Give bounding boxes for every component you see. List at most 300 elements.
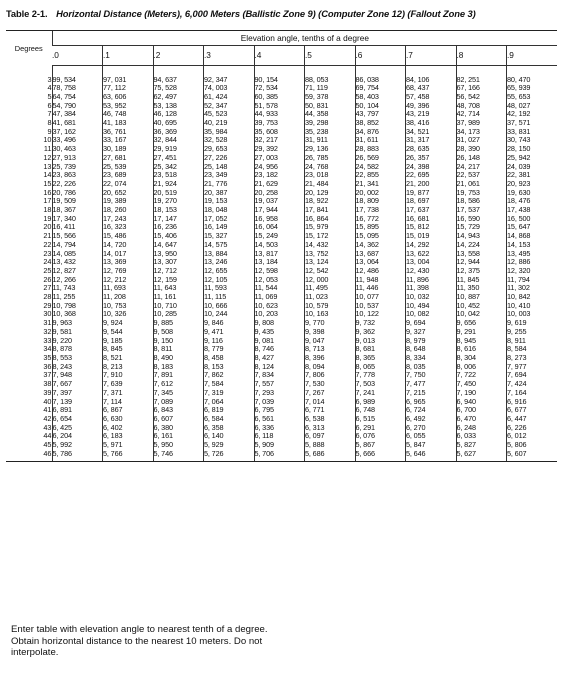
distance-cell: 13, 307 xyxy=(153,258,204,267)
distance-cell: 20, 519 xyxy=(153,189,204,198)
distance-cell: 13, 369 xyxy=(103,258,154,267)
distance-cell: 32, 217 xyxy=(254,136,305,145)
distance-cell: 8, 648 xyxy=(406,345,457,354)
distance-cell: 16, 864 xyxy=(305,215,356,224)
distance-cell: 5, 950 xyxy=(153,441,204,450)
distance-cell: 10, 623 xyxy=(254,302,305,311)
distance-cell: 6, 538 xyxy=(305,415,356,424)
column-header: .4 xyxy=(254,46,305,65)
distance-cell: 10, 082 xyxy=(406,310,457,319)
distance-cell: 12, 486 xyxy=(355,267,406,276)
distance-cell: 6, 097 xyxy=(305,432,356,441)
distance-cell: 47, 384 xyxy=(52,110,103,119)
document-page xyxy=(6,8,557,19)
distance-cell: 92, 347 xyxy=(204,76,255,85)
distance-cell: 49, 396 xyxy=(406,102,457,111)
distance-cell: 7, 750 xyxy=(406,371,457,380)
distance-cell: 50, 104 xyxy=(355,102,406,111)
distance-cell: 37, 162 xyxy=(52,128,103,137)
distance-cell: 7, 862 xyxy=(204,371,255,380)
distance-cell: 22, 074 xyxy=(103,180,154,189)
distance-cell: 25, 739 xyxy=(52,163,103,172)
table-body xyxy=(6,65,557,462)
distance-cell: 12, 053 xyxy=(254,276,305,285)
distance-cell: 19, 877 xyxy=(406,189,457,198)
distance-cell: 17, 944 xyxy=(254,206,305,215)
distance-cell: 7, 215 xyxy=(406,389,457,398)
distance-cell: 34, 876 xyxy=(355,128,406,137)
distance-cell: 23, 349 xyxy=(204,171,255,180)
distance-cell: 7, 267 xyxy=(305,389,356,398)
distance-cell: 18, 922 xyxy=(305,197,356,206)
distance-cell: 22, 226 xyxy=(52,180,103,189)
row-degrees: 3 xyxy=(47,74,52,84)
distance-cell: 39, 753 xyxy=(254,119,305,128)
distance-cell: 36, 761 xyxy=(103,128,154,137)
distance-cell: 22, 855 xyxy=(355,171,406,180)
distance-cell: 15, 979 xyxy=(305,223,356,232)
distance-cell: 16, 590 xyxy=(456,215,507,224)
distance-cell: 7, 014 xyxy=(305,398,356,407)
distance-cell: 19, 630 xyxy=(507,189,558,198)
distance-cell: 6, 076 xyxy=(355,432,406,441)
distance-cell: 53, 138 xyxy=(153,102,204,111)
distance-cell: 5, 806 xyxy=(507,441,558,450)
row-degrees: 20 xyxy=(43,222,52,232)
distance-cell: 8, 979 xyxy=(406,337,457,346)
distance-cell: 13, 184 xyxy=(254,258,305,267)
distance-cell: 12, 320 xyxy=(507,267,558,276)
row-degrees: 4 xyxy=(47,83,52,93)
distance-cell: 15, 486 xyxy=(103,232,154,241)
distance-cell: 14, 017 xyxy=(103,250,154,259)
distance-cell: 11, 350 xyxy=(456,284,507,293)
distance-cell: 7, 319 xyxy=(204,389,255,398)
distance-cell: 8, 273 xyxy=(507,354,558,363)
distance-cell: 43, 219 xyxy=(406,110,457,119)
distance-cell: 13, 246 xyxy=(204,258,255,267)
distance-cell: 15, 249 xyxy=(254,232,305,241)
distance-cell: 9, 185 xyxy=(103,337,154,346)
distance-cell: 9, 398 xyxy=(305,328,356,337)
distance-cell: 13, 950 xyxy=(153,250,204,259)
column-header: .3 xyxy=(204,46,255,65)
distance-cell: 14, 432 xyxy=(305,241,356,250)
distance-cell: 14, 647 xyxy=(153,241,204,250)
row-degrees: 15 xyxy=(43,178,52,188)
distance-cell: 6, 515 xyxy=(355,415,406,424)
distance-cell: 14, 085 xyxy=(52,250,103,259)
distance-cell: 23, 018 xyxy=(305,171,356,180)
distance-cell: 9, 885 xyxy=(153,319,204,328)
distance-cell: 6, 470 xyxy=(456,415,507,424)
distance-cell: 17, 243 xyxy=(103,215,154,224)
distance-cell: 17, 340 xyxy=(52,215,103,224)
distance-cell: 68, 437 xyxy=(406,84,457,93)
distance-cell: 9, 327 xyxy=(406,328,457,337)
distance-cell: 28, 883 xyxy=(355,145,406,154)
distance-cell: 20, 923 xyxy=(507,180,558,189)
distance-cell: 8, 553 xyxy=(52,354,103,363)
distance-cell: 6, 677 xyxy=(507,406,558,415)
distance-cell: 26, 785 xyxy=(305,154,356,163)
distance-cell: 10, 042 xyxy=(456,310,507,319)
distance-cell: 15, 647 xyxy=(507,223,558,232)
distance-cell: 7, 345 xyxy=(153,389,204,398)
row-degrees: 18 xyxy=(43,205,52,215)
distance-cell: 10, 842 xyxy=(507,293,558,302)
distance-cell: 19, 037 xyxy=(254,197,305,206)
distance-cell: 62, 497 xyxy=(153,93,204,102)
row-degrees: 42 xyxy=(43,413,52,423)
distance-cell: 10, 077 xyxy=(355,293,406,302)
distance-cell: 12, 159 xyxy=(153,276,204,285)
row-degrees: 22 xyxy=(43,239,52,249)
row-degrees: 45 xyxy=(43,440,52,450)
distance-cell: 12, 598 xyxy=(254,267,305,276)
distance-cell: 19, 753 xyxy=(456,189,507,198)
distance-cell: 7, 891 xyxy=(153,371,204,380)
distance-cell: 25, 148 xyxy=(204,163,255,172)
distance-cell: 9, 220 xyxy=(52,337,103,346)
distance-cell: 34, 521 xyxy=(406,128,457,137)
distance-cell: 6, 748 xyxy=(355,406,406,415)
distance-cell: 6, 118 xyxy=(254,432,305,441)
distance-cell: 7, 778 xyxy=(355,371,406,380)
distance-cell: 26, 357 xyxy=(406,154,457,163)
distance-cell: 53, 952 xyxy=(103,102,154,111)
distance-cell: 11, 069 xyxy=(254,293,305,302)
distance-cell: 8, 811 xyxy=(153,345,204,354)
distance-cell: 7, 639 xyxy=(103,380,154,389)
column-header: .9 xyxy=(507,46,558,65)
distance-cell: 15, 812 xyxy=(406,223,457,232)
distance-cell: 94, 637 xyxy=(153,76,204,85)
distance-cell: 25, 942 xyxy=(507,154,558,163)
distance-cell: 27, 226 xyxy=(204,154,255,163)
distance-cell: 7, 530 xyxy=(305,380,356,389)
distance-cell: 24, 217 xyxy=(456,163,507,172)
distance-cell: 14, 224 xyxy=(456,241,507,250)
distance-cell: 6, 055 xyxy=(406,432,457,441)
distance-cell: 9, 150 xyxy=(153,337,204,346)
distance-cell: 19, 153 xyxy=(204,197,255,206)
distance-cell: 6, 336 xyxy=(254,424,305,433)
row-degrees: 28 xyxy=(43,292,52,302)
distance-cell: 10, 537 xyxy=(355,302,406,311)
distance-cell: 8, 213 xyxy=(103,363,154,372)
distance-cell: 72, 534 xyxy=(254,84,305,93)
distance-cell: 21, 776 xyxy=(204,180,255,189)
row-degrees: 26 xyxy=(43,274,52,284)
distance-cell: 5, 726 xyxy=(204,450,255,459)
distance-cell: 10, 410 xyxy=(507,302,558,311)
row-degrees: 25 xyxy=(43,265,52,275)
row-degrees: 13 xyxy=(43,161,52,171)
distance-cell: 6, 425 xyxy=(52,424,103,433)
distance-cell: 8, 911 xyxy=(507,337,558,346)
distance-cell: 13, 622 xyxy=(406,250,457,259)
row-degrees: 30 xyxy=(43,309,52,319)
distance-cell: 9, 694 xyxy=(406,319,457,328)
distance-cell: 7, 139 xyxy=(52,398,103,407)
distance-cell: 6, 012 xyxy=(507,432,558,441)
distance-cell: 8, 183 xyxy=(153,363,204,372)
distance-cell: 31, 611 xyxy=(355,136,406,145)
distance-cell: 21, 061 xyxy=(456,180,507,189)
distance-cell: 8, 616 xyxy=(456,345,507,354)
distance-cell: 37, 571 xyxy=(507,119,558,128)
distance-cell: 7, 450 xyxy=(456,380,507,389)
distance-cell: 7, 557 xyxy=(254,380,305,389)
distance-cell: 19, 509 xyxy=(52,197,103,206)
distance-cell: 21, 484 xyxy=(305,180,356,189)
distance-cell: 16, 681 xyxy=(406,215,457,224)
distance-cell: 10, 579 xyxy=(305,302,356,311)
distance-cell: 33, 496 xyxy=(52,136,103,145)
distance-cell: 17, 147 xyxy=(153,215,204,224)
distance-cell: 16, 411 xyxy=(52,223,103,232)
row-degrees: 10 xyxy=(43,135,52,145)
distance-cell: 13, 064 xyxy=(355,258,406,267)
distance-cell: 12, 886 xyxy=(507,258,558,267)
distance-cell: 24, 768 xyxy=(305,163,356,172)
distance-cell: 58, 403 xyxy=(355,93,406,102)
distance-cell: 15, 566 xyxy=(52,232,103,241)
distance-cell: 9, 963 xyxy=(52,319,103,328)
distance-cell: 6, 248 xyxy=(456,424,507,433)
distance-cell: 6, 795 xyxy=(254,406,305,415)
distance-cell: 10, 710 xyxy=(153,302,204,311)
distance-cell: 48, 027 xyxy=(507,102,558,111)
distance-cell: 19, 270 xyxy=(153,197,204,206)
distance-cell: 5, 766 xyxy=(103,450,154,459)
distance-cell: 56, 542 xyxy=(456,93,507,102)
distance-cell: 5, 686 xyxy=(305,450,356,459)
distance-cell: 5, 971 xyxy=(103,441,154,450)
distance-cell: 7, 977 xyxy=(507,363,558,372)
distance-cell: 11, 643 xyxy=(153,284,204,293)
distance-cell: 10, 163 xyxy=(305,310,356,319)
distance-cell: 7, 612 xyxy=(153,380,204,389)
distance-cell: 6, 313 xyxy=(305,424,356,433)
distance-cell: 28, 635 xyxy=(406,145,457,154)
distance-cell: 12, 769 xyxy=(103,267,154,276)
distance-cell: 25, 539 xyxy=(103,163,154,172)
distance-cell: 6, 561 xyxy=(254,415,305,424)
distance-cell: 10, 244 xyxy=(204,310,255,319)
distance-cell: 8, 035 xyxy=(406,363,457,372)
distance-cell: 32, 528 xyxy=(204,136,255,145)
row-degrees: 24 xyxy=(43,257,52,267)
distance-cell: 7, 948 xyxy=(52,371,103,380)
distance-cell: 29, 392 xyxy=(254,145,305,154)
distance-cell: 7, 503 xyxy=(355,380,406,389)
distance-cell: 5, 746 xyxy=(153,450,204,459)
distance-cell: 24, 956 xyxy=(254,163,305,172)
row-degrees: 27 xyxy=(43,283,52,293)
distance-cell: 9, 544 xyxy=(103,328,154,337)
distance-cell: 8, 584 xyxy=(507,345,558,354)
distance-cell: 21, 200 xyxy=(406,180,457,189)
distance-cell: 41, 183 xyxy=(103,119,154,128)
distance-cell: 46, 748 xyxy=(103,110,154,119)
row-degrees: 16 xyxy=(43,187,52,197)
distance-cell: 77, 112 xyxy=(103,84,154,93)
distance-cell: 7, 064 xyxy=(204,398,255,407)
distance-cell: 9, 846 xyxy=(204,319,255,328)
distance-cell: 9, 808 xyxy=(254,319,305,328)
distance-cell: 8, 065 xyxy=(355,363,406,372)
distance-cell: 17, 841 xyxy=(305,206,356,215)
distance-cell: 9, 656 xyxy=(456,319,507,328)
distance-cell: 16, 500 xyxy=(507,215,558,224)
distance-cell: 11, 794 xyxy=(507,276,558,285)
distance-cell: 48, 708 xyxy=(456,102,507,111)
distance-cell: 37, 989 xyxy=(456,119,507,128)
distance-cell: 6, 140 xyxy=(204,432,255,441)
distance-cell: 16, 236 xyxy=(153,223,204,232)
distance-cell: 23, 518 xyxy=(153,171,204,180)
distance-cell: 8, 334 xyxy=(406,354,457,363)
distance-cell: 18, 697 xyxy=(406,197,457,206)
distance-cell: 31, 027 xyxy=(456,136,507,145)
row-degrees: 8 xyxy=(47,118,52,128)
distance-cell: 12, 944 xyxy=(456,258,507,267)
distance-cell: 6, 447 xyxy=(507,415,558,424)
distance-cell: 13, 687 xyxy=(355,250,406,259)
distance-cell: 8, 124 xyxy=(254,363,305,372)
distance-cell: 16, 958 xyxy=(254,215,305,224)
distance-cell: 7, 667 xyxy=(52,380,103,389)
distance-cell: 14, 362 xyxy=(355,241,406,250)
distance-cell: 16, 772 xyxy=(355,215,406,224)
distance-cell: 6, 700 xyxy=(456,406,507,415)
distance-cell: 8, 006 xyxy=(456,363,507,372)
distance-cell: 23, 689 xyxy=(103,171,154,180)
distance-cell: 6, 916 xyxy=(507,398,558,407)
row-degrees: 46 xyxy=(43,448,52,458)
distance-cell: 6, 965 xyxy=(406,398,457,407)
distance-cell: 35, 238 xyxy=(305,128,356,137)
distance-cell: 65, 939 xyxy=(507,84,558,93)
distance-cell: 15, 172 xyxy=(305,232,356,241)
distance-cell: 22, 695 xyxy=(406,171,457,180)
distance-cell: 8, 304 xyxy=(456,354,507,363)
distance-cell: 18, 260 xyxy=(103,206,154,215)
distance-cell: 9, 255 xyxy=(507,328,558,337)
distance-cell: 16, 064 xyxy=(254,223,305,232)
row-degrees: 35 xyxy=(43,353,52,362)
distance-cell: 11, 948 xyxy=(355,276,406,285)
distance-cell: 7, 190 xyxy=(456,389,507,398)
distance-cell: 26, 569 xyxy=(355,154,406,163)
distance-cell: 21, 629 xyxy=(254,180,305,189)
distance-cell: 10, 122 xyxy=(355,310,406,319)
distance-cell: 82, 251 xyxy=(456,76,507,85)
row-degrees: 32 xyxy=(43,326,52,336)
distance-cell: 9, 116 xyxy=(204,337,255,346)
row-degrees: 37 xyxy=(43,370,52,380)
row-degrees: 17 xyxy=(43,196,52,206)
distance-cell: 6, 033 xyxy=(456,432,507,441)
distance-cell: 14, 868 xyxy=(507,232,558,241)
distance-cell: 99, 534 xyxy=(52,76,103,85)
distance-cell: 11, 495 xyxy=(305,284,356,293)
distance-cell: 11, 302 xyxy=(507,284,558,293)
row-degrees: 44 xyxy=(43,431,52,441)
distance-cell: 7, 834 xyxy=(254,371,305,380)
distance-cell: 46, 128 xyxy=(153,110,204,119)
distance-cell: 27, 003 xyxy=(254,154,305,163)
distance-cell: 30, 463 xyxy=(52,145,103,154)
distance-cell: 71, 119 xyxy=(305,84,356,93)
distance-cell: 50, 831 xyxy=(305,102,356,111)
distance-cell: 33, 831 xyxy=(507,128,558,137)
distance-cell: 6, 989 xyxy=(355,398,406,407)
distance-cell: 8, 094 xyxy=(305,363,356,372)
distance-cell: 6, 183 xyxy=(103,432,154,441)
row-degrees: 31 xyxy=(43,318,52,328)
distance-cell: 14, 153 xyxy=(507,241,558,250)
distance-cell: 6, 654 xyxy=(52,415,103,424)
distance-cell: 6, 867 xyxy=(103,406,154,415)
distance-cell: 9, 471 xyxy=(204,328,255,337)
table-title xyxy=(6,8,557,19)
distance-cell: 11, 693 xyxy=(103,284,154,293)
distance-cell: 14, 292 xyxy=(406,241,457,250)
distance-cell: 11, 115 xyxy=(204,293,255,302)
distance-cell: 59, 378 xyxy=(305,93,356,102)
distance-cell: 7, 397 xyxy=(52,389,103,398)
distance-cell: 6, 402 xyxy=(103,424,154,433)
distance-cell: 17, 537 xyxy=(456,206,507,215)
distance-cell: 78, 758 xyxy=(52,84,103,93)
distance-cell: 5, 847 xyxy=(406,441,457,450)
distance-cell: 5, 666 xyxy=(355,450,406,459)
distance-cell: 8, 458 xyxy=(204,354,255,363)
row-degrees: 43 xyxy=(43,422,52,432)
distance-cell: 7, 584 xyxy=(204,380,255,389)
row-degrees: 11 xyxy=(43,144,52,154)
distance-cell: 67, 166 xyxy=(456,84,507,93)
distance-cell: 44, 933 xyxy=(254,110,305,119)
distance-cell: 6, 819 xyxy=(204,406,255,415)
distance-cell: 63, 606 xyxy=(103,93,154,102)
distance-cell: 15, 019 xyxy=(406,232,457,241)
distance-cell: 33, 167 xyxy=(103,136,154,145)
column-header-row xyxy=(6,46,557,65)
distance-cell: 31, 317 xyxy=(406,136,457,145)
distance-cell: 12, 655 xyxy=(204,267,255,276)
row-degrees: 40 xyxy=(43,396,52,406)
distance-cell: 10, 452 xyxy=(456,302,507,311)
distance-cell: 5, 607 xyxy=(507,450,558,459)
distance-cell: 8, 521 xyxy=(103,354,154,363)
distance-cell: 9, 435 xyxy=(254,328,305,337)
distance-cell: 38, 852 xyxy=(355,119,406,128)
distance-cell: 12, 000 xyxy=(305,276,356,285)
distance-cell: 57, 458 xyxy=(406,93,457,102)
table-number: Table 2-1. xyxy=(6,8,48,19)
distance-cell: 8, 713 xyxy=(305,345,356,354)
distance-cell: 18, 048 xyxy=(204,206,255,215)
distance-cell: 13, 432 xyxy=(52,258,103,267)
distance-cell: 90, 154 xyxy=(254,76,305,85)
distance-cell: 11, 743 xyxy=(52,284,103,293)
distance-cell: 12, 430 xyxy=(406,267,457,276)
distance-cell: 6, 291 xyxy=(355,424,406,433)
